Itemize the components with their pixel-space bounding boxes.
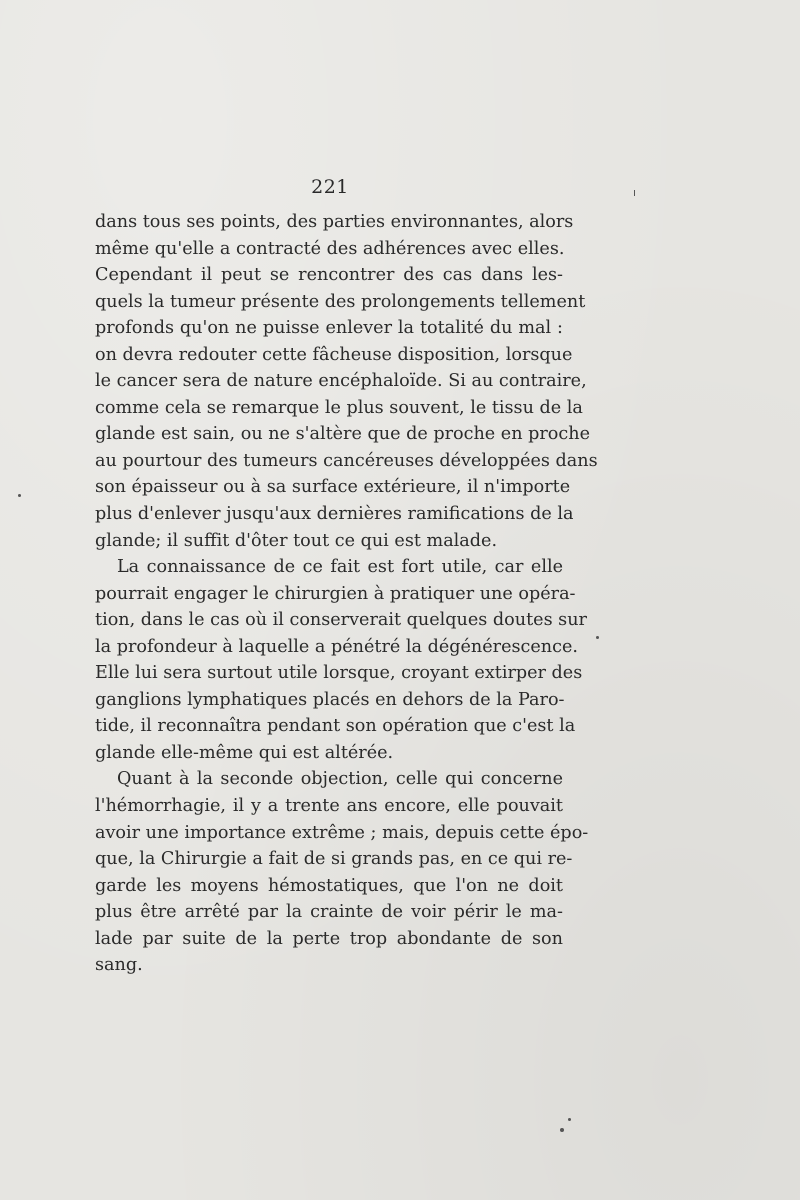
paragraph-3 xyxy=(95,766,589,978)
text-line: même qu'elle a contracté des adhérences avec elles. xyxy=(95,238,565,259)
text-line: plus d'enlever jusqu'aux dernières ramifications de la xyxy=(95,504,574,525)
text-line: garde les moyens hémostatiques, que l'on ne doit xyxy=(95,875,563,896)
text-line: comme cela se remarque le plus souvent, le tissu de la xyxy=(95,397,583,418)
page-number: 221 xyxy=(311,176,349,198)
text-line: pourrait engager le chirurgien à pratiquer une opéra- xyxy=(95,583,576,604)
text-line: Quant à la seconde objection, celle qui concerne xyxy=(117,769,563,790)
text-line: quels la tumeur présente des prolongements tellement xyxy=(95,291,586,312)
text-line: glande est sain, ou ne s'altère que de proche en proche xyxy=(95,424,590,445)
text-line: La connaissance de ce fait est fort utile, car elle xyxy=(117,557,563,578)
text-line: Cependant il peut se rencontrer des cas dans les- xyxy=(95,265,563,286)
text-line: au pourtour des tumeurs cancéreuses développées dans xyxy=(95,450,598,471)
text-line: la profondeur à laquelle a pénétré la dégénérescence. xyxy=(95,636,578,657)
text-line: le cancer sera de nature encéphaloïde. Si au contraire, xyxy=(95,371,587,392)
text-line: glande; il suffit d'ôter tout ce qui est malade. xyxy=(95,530,498,551)
text-line: son épaisseur ou à sa surface extérieure, il n'importe xyxy=(95,477,571,498)
text-line: sang. xyxy=(95,955,143,976)
paragraph-2 xyxy=(95,554,587,766)
text-line: glande elle-même qui est altérée. xyxy=(95,742,394,763)
paper-speck xyxy=(596,636,599,639)
text-line: tide, il reconnaîtra pendant son opération que c'est la xyxy=(95,716,576,737)
paper-speck xyxy=(634,190,635,196)
text-line: on devra redouter cette fâcheuse disposition, lorsque xyxy=(95,344,573,365)
paper-speck xyxy=(560,1128,564,1132)
paragraph-1 xyxy=(95,209,598,554)
text-line: tion, dans le cas où il conserverait quelques doutes sur xyxy=(95,610,587,631)
paper-speck xyxy=(568,1118,571,1121)
text-line: plus être arrêté par la crainte de voir périr le ma- xyxy=(95,902,563,923)
text-line: ganglions lymphatiques placés en dehors de la Paro- xyxy=(95,689,565,710)
text-line: l'hémorrhagie, il y a trente ans encore, elle pouvait xyxy=(95,796,563,817)
paper-speck xyxy=(18,494,21,497)
text-line: avoir une importance extrême ; mais, depuis cette épo- xyxy=(95,822,589,843)
text-line: Elle lui sera surtout utile lorsque, croyant extirper des xyxy=(95,663,583,684)
text-line: lade par suite de la perte trop abondante de son xyxy=(95,928,563,949)
text-line: que, la Chirurgie a fait de si grands pas, en ce qui re- xyxy=(95,849,573,870)
body-text xyxy=(95,209,598,979)
text-line: dans tous ses points, des parties environnantes, alors xyxy=(95,212,574,232)
text-line: profonds qu'on ne puisse enlever la totalité du mal : xyxy=(95,318,563,339)
